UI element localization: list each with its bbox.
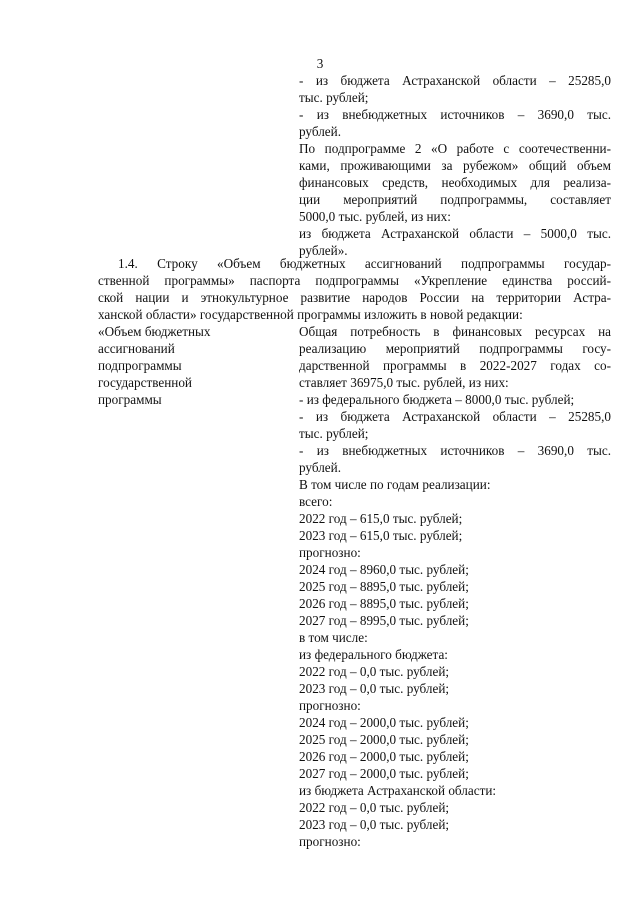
text-line: - из внебюджетных источников – 3690,0 тыс. [299, 107, 611, 122]
section-1-4-paragraph [98, 255, 611, 323]
cell-value-line: - из бюджета Астраханской области – 25285,0 [299, 409, 611, 424]
cell-value-line: дарственной программы в 2022-2027 годах со- [299, 358, 611, 373]
cell-value-line: 2026 год – 2000,0 тыс. рублей; [299, 749, 469, 764]
cell-value-line: из федерального бюджета: [299, 647, 448, 662]
cell-label-line: подпрограммы [98, 358, 182, 373]
paragraph-line: ственной программы» паспорта подпрограммы «Укрепление единства россий- [98, 273, 611, 288]
cell-label-line: государственной [98, 375, 192, 390]
cell-value-line: 2023 год – 615,0 тыс. рублей; [299, 528, 463, 543]
cell-value-line: 2025 год – 8895,0 тыс. рублей; [299, 579, 469, 594]
cell-value-line: прогнозно: [299, 698, 361, 713]
cell-label-line: ассигнований [98, 341, 175, 356]
page-number: 3 [316, 56, 324, 71]
cell-label-line: программы [98, 392, 162, 407]
cell-value-line: прогнозно: [299, 545, 361, 560]
text-line: - из бюджета Астраханской области – 25285,0 [299, 73, 611, 88]
cell-value-line: ставляет 36975,0 тыс. рублей, из них: [299, 375, 509, 390]
text-line: рублей». [299, 243, 348, 258]
paragraph-line: 1.4. Строку «Объем бюджетных ассигнований подпрограммы государ- [118, 256, 611, 271]
cell-value-line: прогнозно: [299, 834, 361, 849]
cell-value-line: - из федерального бюджета – 8000,0 тыс. рублей; [299, 392, 575, 407]
cell-value-line: тыс. рублей; [299, 426, 369, 441]
cell-value-line: В том числе по годам реализации: [299, 477, 491, 492]
table-right-cell [299, 323, 611, 850]
text-line: тыс. рублей; [299, 90, 369, 105]
text-line: ции мероприятий подпрограммы, составляет [299, 192, 611, 207]
cell-value-line: всего: [299, 494, 333, 509]
cell-value-line: из бюджета Астраханской области: [299, 783, 497, 798]
cell-label-line: «Объем бюджетных [98, 324, 211, 339]
text-line: 5000,0 тыс. рублей, из них: [299, 209, 451, 224]
cell-value-line: 2024 год – 8960,0 тыс. рублей; [299, 562, 469, 577]
cell-value-line: - из внебюджетных источников – 3690,0 тыс. [299, 443, 611, 458]
top-text-block [299, 72, 611, 259]
cell-value-line: 2024 год – 2000,0 тыс. рублей; [299, 715, 469, 730]
cell-value-line: 2022 год – 615,0 тыс. рублей; [299, 511, 463, 526]
cell-value-line: реализацию мероприятий подпрограммы госу- [299, 341, 611, 356]
paragraph-line: ской нации и этнокультурное развитие народов России на территории Астра- [98, 290, 611, 305]
text-line: ками, проживающими за рубежом» общий объем [299, 158, 611, 173]
cell-value-line: рублей. [299, 460, 342, 475]
cell-value-line: 2026 год – 8895,0 тыс. рублей; [299, 596, 469, 611]
text-line: рублей. [299, 124, 342, 139]
cell-value-line: в том числе: [299, 630, 368, 645]
text-line: финансовых средств, необходимых для реализа- [299, 175, 611, 190]
paragraph-line: ханской области» государственной программы изложить в новой редакции: [98, 307, 523, 322]
cell-value-line: 2023 год – 0,0 тыс. рублей; [299, 681, 450, 696]
cell-value-line: 2022 год – 0,0 тыс. рублей; [299, 800, 450, 815]
cell-value-line: 2027 год – 8995,0 тыс. рублей; [299, 613, 469, 628]
cell-value-line: 2022 год – 0,0 тыс. рублей; [299, 664, 450, 679]
cell-value-line: 2023 год – 0,0 тыс. рублей; [299, 817, 450, 832]
text-line: По подпрограмме 2 «О работе с соотечественни- [299, 141, 611, 156]
table-left-cell [98, 323, 288, 408]
text-line: из бюджета Астраханской области – 5000,0 тыс. [299, 226, 611, 241]
cell-value-line: Общая потребность в финансовых ресурсах на [299, 324, 611, 339]
cell-value-line: 2027 год – 2000,0 тыс. рублей; [299, 766, 469, 781]
cell-value-line: 2025 год – 2000,0 тыс. рублей; [299, 732, 469, 747]
